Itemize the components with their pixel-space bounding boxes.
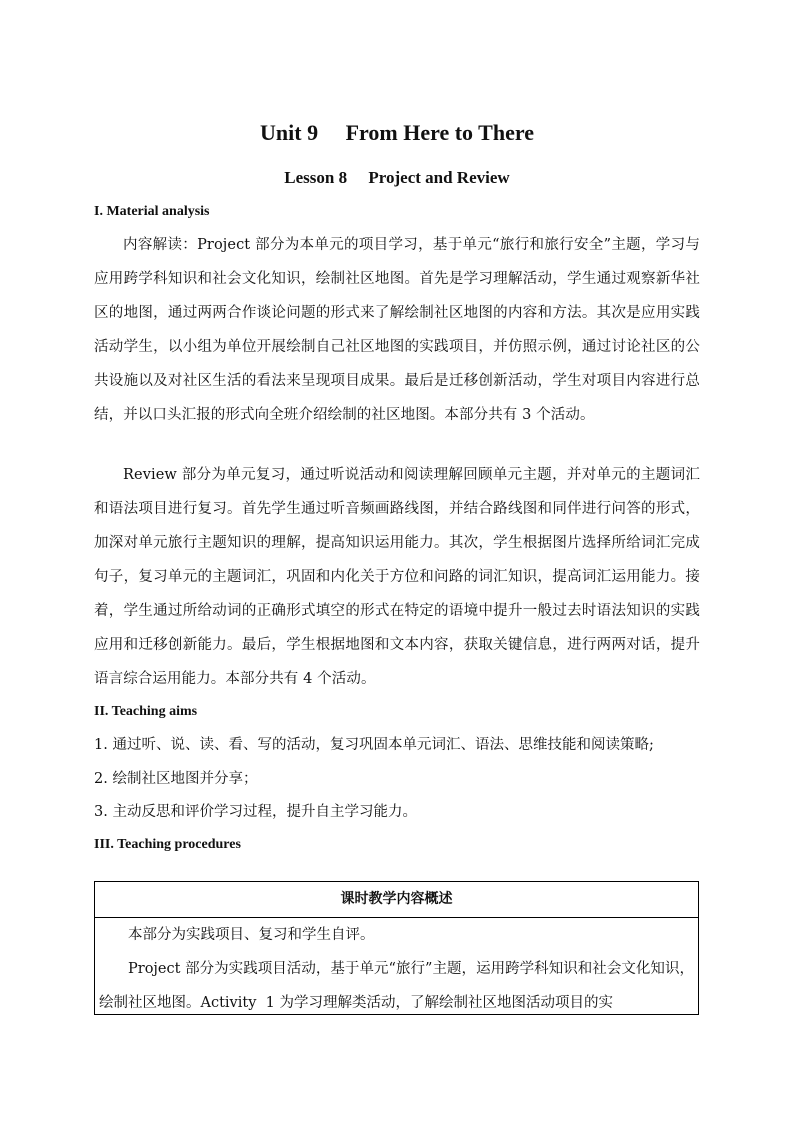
- material-analysis-heading: I. Material analysis: [94, 204, 210, 219]
- table-header: 课时教学内容概述: [95, 882, 698, 918]
- page-title: Unit 9 From Here to There: [260, 120, 534, 145]
- aim-item-1: 1. 通过听、说、读、看、写的活动，复习巩固本单元词汇、语法、思维技能和阅读策略;: [94, 737, 654, 753]
- teaching-procedures-heading: III. Teaching procedures: [94, 837, 241, 852]
- material-paragraph-review: Review 部分为单元复习，通过听说活动和阅读理解回顾单元主题，并对单元的主题词汇和语法项目进行复习。首先学生通过听音频画路线图，并结合路线图和同伴进行问答的形式，加深对单元旅行主题知识的理解，提高知识运用能力。其次，学生根据图片选择所给词汇完成句子，复习单元的主题词汇，巩固和内化关于方位和问路的词汇知识，提高词汇运用能力。接着，学生通过所给动词的正确形式填空的形式在特定的语境中提升一般过去时语法知识的实践应用和迁移创新能力。最后，学生根据地图和文本内容，获取关键信息，进行两两对话，提升语言综合运用能力。本部分共有 4 个活动。: [94, 467, 700, 687]
- material-paragraph-project: 内容解读：Project 部分为本单元的项目学习，基于单元“旅行和旅行安全”主题，学习与应用跨学科知识和社会文化知识，绘制社区地图。首先是学习理解活动，学生通过观察新华社区的地图，通过两两合作谈论问题的形式来了解绘制社区地图的内容和方法。其次是应用实践活动学生，以小组为单位开展绘制自己社区地图的实践项目，并仿照示例，通过讨论社区的公共设施以及对社区生活的看法来呈现项目成果。最后是迁移创新活动，学生对项目内容进行总结，并以口头汇报的形式向全班介绍绘制的社区地图。本部分共有 3 个活动。: [94, 237, 700, 423]
- teaching-aims-heading: II. Teaching aims: [94, 704, 198, 719]
- table-line-overview: 本部分为实践项目、复习和学生自评。: [128, 927, 375, 943]
- table-body: [95, 918, 698, 1020]
- aim-item-3: 3. 主动反思和评价学习过程，提升自主学习能力。: [94, 804, 417, 820]
- table-line-project: Project 部分为实践项目活动，基于单元“旅行”主题，运用跨学科知识和社会文化知识，绘制社区地图。Activity 1 为学习理解类活动，了解绘制社区地图活动项目的实: [99, 961, 694, 1011]
- aim-item-2: 2. 绘制社区地图并分享；: [94, 771, 258, 787]
- lesson-summary-table: [94, 881, 699, 1015]
- lesson-title: Lesson 8 Project and Review: [284, 168, 510, 187]
